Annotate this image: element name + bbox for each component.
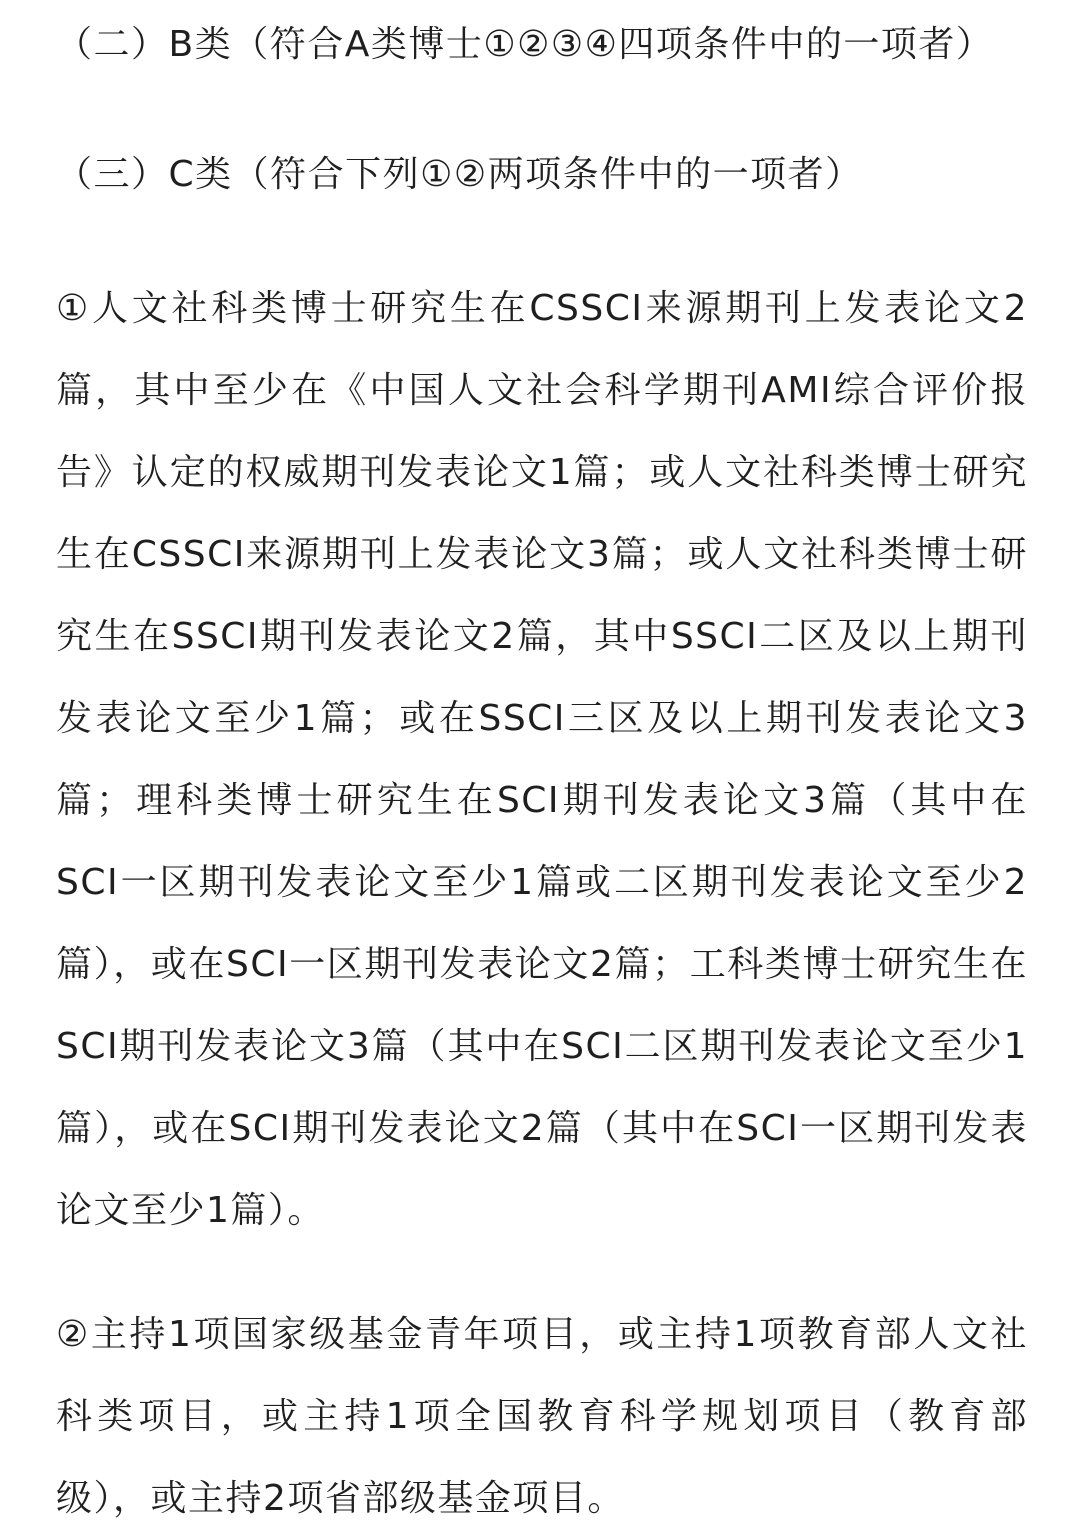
condition-item-1: ①人文社科类博士研究生在CSSCI来源期刊上发表论文2篇，其中至少在《中国人文社会科学期刊AMI综合评价报告》认定的权威期刊发表论文1篇；或人文社科类博士研究生在CSSCI来源期刊上发表论文3篇；或人文社科类博士研究生在SSCI期刊发表论文2篇，其中SSCI二区及以上期刊发表论文至少1篇；或在SSCI三区及以上期刊发表论文3篇；理科类博士研究生在SCI期刊发表论文3篇（其中在SCI一区期刊发表论文至少1篇或二区期刊发表论文至少2篇），或在SCI一区期刊发表论文2篇；工科类博士研究生在SCI期刊发表论文3篇（其中在SCI二区期刊发表论文至少1篇），或在SCI期刊发表论文2篇（其中在SCI一区期刊发表论文至少1篇）。 xyxy=(56,288,1028,1231)
heading-category-b: （二）B类（符合A类博士①②③④四项条件中的一项者） xyxy=(56,24,994,65)
condition-item-2: ②主持1项国家级基金青年项目，或主持1项教育部人文社科类项目，或主持1项全国教育科学规划项目（教育部级），或主持2项省部级基金项目。 xyxy=(56,1314,1028,1519)
heading-category-c: （三）C类（符合下列①②两项条件中的一项者） xyxy=(56,154,863,195)
